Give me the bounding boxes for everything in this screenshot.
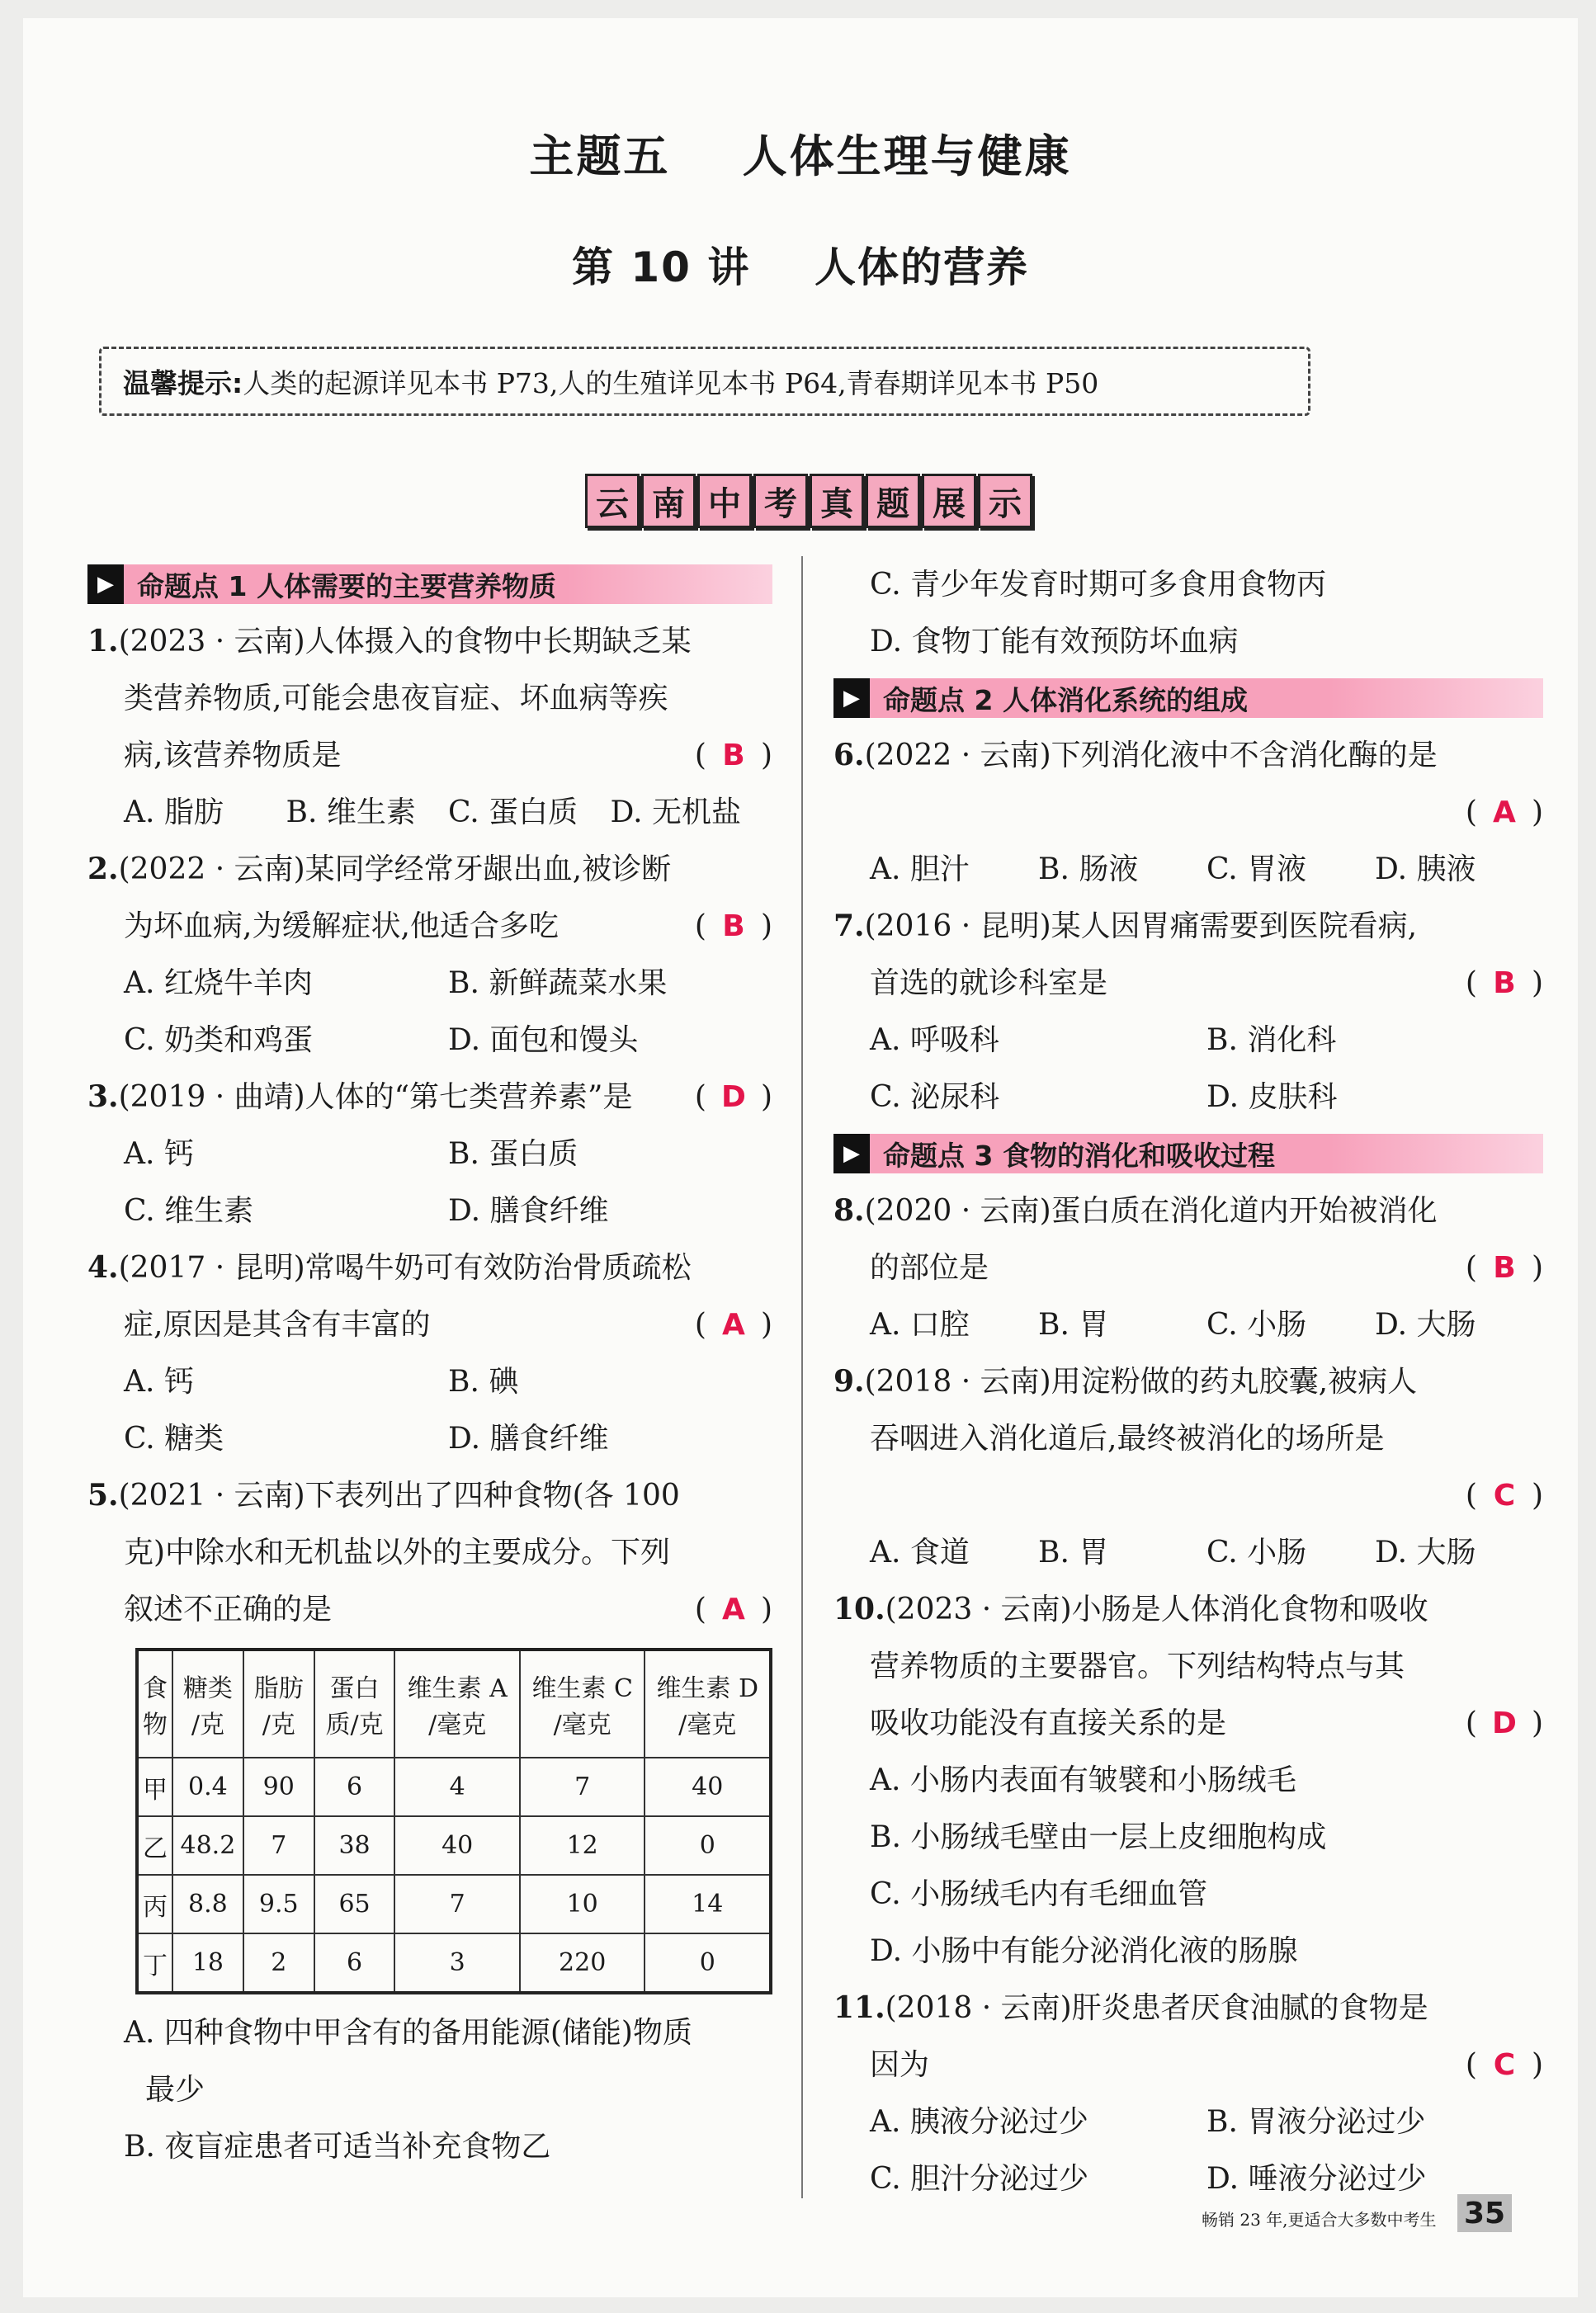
answer-bracket: ( B ) xyxy=(1466,955,1543,1012)
lesson-title: 第 10 讲 人体的营养 xyxy=(571,243,1030,291)
banner-char: 中 xyxy=(697,474,752,528)
banner-char: 南 xyxy=(641,474,696,528)
question-line: 1.(2023 · 云南)人体摄入的食物中长期缺乏某 xyxy=(87,624,692,658)
options-row: A. 胰液分泌过少 B. 胃液分泌过少 xyxy=(870,2105,1426,2139)
question-line: 吞咽进入消化道后,最终被消化的场所是 xyxy=(870,1422,1385,1456)
answer-value: C xyxy=(1493,1479,1516,1513)
table-header-cell: 脂肪 /克 xyxy=(243,1650,314,1758)
table-header-cell: 糖类 /克 xyxy=(172,1650,243,1758)
answer-value: B xyxy=(1493,1251,1516,1285)
option-line: C. 青少年发育时期可多食用食物丙 xyxy=(870,568,1327,602)
table-header-cell: 蛋白 质/克 xyxy=(314,1650,395,1758)
answer-value: D xyxy=(1492,1706,1517,1740)
option-line: D. 小肠中有能分泌消化液的肠腺 xyxy=(870,1934,1298,1968)
answer-bracket: ( D ) xyxy=(695,1069,772,1126)
answer-bracket: ( D ) xyxy=(1466,1695,1543,1752)
banner-char: 考 xyxy=(753,474,808,528)
table-header-cell: 维生素 A /毫克 xyxy=(394,1650,519,1758)
table-header-row xyxy=(137,1650,771,1758)
question-line: 为坏血病,为缓解症状,他适合多吃 ( B ) xyxy=(87,898,772,955)
tip-label: 温馨提示: xyxy=(123,366,243,399)
answer-value: B xyxy=(722,909,745,943)
section-header-2: ▶ 命题点 2 人体消化系统的组成 xyxy=(833,678,1543,718)
page xyxy=(23,18,1578,2297)
play-icon: ▶ xyxy=(87,564,124,604)
banner-char: 真 xyxy=(810,474,864,528)
answer-value: C xyxy=(1493,2048,1516,2082)
options-row: A. 脂肪 B. 维生素 C. 蛋白质 D. 无机盐 xyxy=(124,795,741,829)
table-row: 丙 8.8 9.5 65 7 10 14 xyxy=(137,1875,771,1933)
banner-char: 示 xyxy=(978,474,1032,528)
options-row: A. 呼吸科 B. 消化科 xyxy=(870,1023,1337,1057)
question-line: 6.(2022 · 云南)下列消化液中不含消化酶的是 xyxy=(833,738,1438,772)
banner-char: 展 xyxy=(922,474,976,528)
table-header-cell: 维生素 D /毫克 xyxy=(645,1650,771,1758)
options-row: C. 奶类和鸡蛋 D. 面包和馒头 xyxy=(124,1023,639,1057)
option-line: D. 食物丁能有效预防坏血病 xyxy=(870,625,1239,658)
section-header-1: ▶ 命题点 1 人体需要的主要营养物质 xyxy=(87,564,772,604)
options-row: A. 钙 B. 碘 xyxy=(124,1365,519,1399)
option-line: C. 小肠绒毛内有毛细血管 xyxy=(870,1877,1208,1911)
options-row: C. 泌尿科 D. 皮肤科 xyxy=(870,1080,1338,1114)
table-header-cell: 维生素 C /毫克 xyxy=(520,1650,645,1758)
question-line: 10.(2023 · 云南)小肠是人体消化食物和吸收 xyxy=(833,1592,1428,1626)
table-row: 甲 0.4 90 6 4 7 40 xyxy=(137,1758,771,1816)
question-line: 3.(2019 · 曲靖)人体的“第七类营养素”是 ( D ) xyxy=(87,1069,772,1126)
option-line: A. 小肠内表面有皱襞和小肠绒毛 xyxy=(870,1763,1296,1797)
option-line: A. 四种食物中甲含有的备用能源(储能)物质 xyxy=(124,2016,692,2050)
question-line: 的部位是 ( B ) xyxy=(833,1239,1543,1296)
question-line: 吸收功能没有直接关系的是 ( D ) xyxy=(833,1695,1543,1752)
question-line: 营养物质的主要器官。下列结构特点与其 xyxy=(870,1650,1405,1683)
table-header-cell: 食 物 xyxy=(137,1650,172,1758)
options-row: C. 糖类 D. 膳食纤维 xyxy=(124,1422,609,1456)
question-line: 因为 ( C ) xyxy=(833,2037,1543,2094)
column-divider xyxy=(801,556,803,2198)
right-column xyxy=(833,556,1543,2207)
answer-bracket: ( A ) xyxy=(695,1296,772,1353)
play-icon: ▶ xyxy=(833,678,870,718)
section-banner xyxy=(585,474,1032,530)
answer-value: D xyxy=(721,1080,746,1114)
question-line: 症,原因是其含有丰富的 ( A ) xyxy=(87,1296,772,1353)
answer-value: A xyxy=(1493,795,1516,829)
answer-bracket: ( A ) xyxy=(1466,784,1543,841)
question-line: 11.(2018 · 云南)肝炎患者厌食油腻的食物是 xyxy=(833,1990,1428,2025)
options-row: A. 胆汁 B. 肠液 C. 胃液 D. 胰液 xyxy=(870,852,1476,886)
question-line: 病,该营养物质是 ( B ) xyxy=(87,727,772,784)
option-line: B. 夜盲症患者可适当补充食物乙 xyxy=(124,2130,551,2164)
question-line: 2.(2022 · 云南)某同学经常牙龈出血,被诊断 xyxy=(87,852,672,886)
play-icon: ▶ xyxy=(833,1134,870,1173)
question-line: 9.(2018 · 云南)用淀粉做的药丸胶囊,被病人 xyxy=(833,1364,1418,1399)
options-row: C. 维生素 D. 膳食纤维 xyxy=(124,1194,609,1228)
answer-bracket: ( C ) xyxy=(1466,1467,1543,1524)
answer-bracket: ( B ) xyxy=(695,898,772,955)
answer-value: A xyxy=(722,1593,745,1626)
question-line: 克)中除水和无机盐以外的主要成分。下列 xyxy=(124,1536,671,1570)
options-row: A. 食道 B. 胃 C. 小肠 D. 大肠 xyxy=(870,1536,1476,1570)
question-line: 类营养物质,可能会患夜盲症、坏血病等疾 xyxy=(124,682,668,715)
food-table xyxy=(135,1648,772,1994)
banner-char: 云 xyxy=(585,474,640,528)
answer-bracket: ( C ) xyxy=(1466,2037,1543,2094)
question-line: 叙述不正确的是 ( A ) xyxy=(87,1581,772,1638)
answer-bracket: ( B ) xyxy=(695,727,772,784)
question-line: 5.(2021 · 云南)下表列出了四种食物(各 100 xyxy=(87,1478,680,1513)
answer-value: B xyxy=(722,739,745,772)
page-title: 主题五 人体生理与健康 xyxy=(529,130,1072,182)
option-line: B. 小肠绒毛壁由一层上皮细胞构成 xyxy=(870,1820,1327,1854)
footer-slogan: 畅销 23 年,更适合大多数中考生 xyxy=(1202,2210,1437,2230)
table-row: 乙 48.2 7 38 40 12 0 xyxy=(137,1816,771,1875)
tip-text: 人类的起源详见本书 P73,人的生殖详见本书 P64,青春期详见本书 P50 xyxy=(243,366,1099,399)
left-column xyxy=(87,556,772,2175)
tip-box xyxy=(99,347,1310,416)
answer-value: A xyxy=(722,1308,745,1342)
option-line: 最少 xyxy=(145,2073,205,2107)
question-line xyxy=(833,1467,1543,1524)
question-line: 8.(2020 · 云南)蛋白质在消化道内开始被消化 xyxy=(833,1193,1438,1228)
question-line: 首选的就诊科室是 ( B ) xyxy=(833,955,1543,1012)
options-row: C. 胆汁分泌过少 D. 唾液分泌过少 xyxy=(870,2162,1427,2196)
options-row: A. 口腔 B. 胃 C. 小肠 D. 大肠 xyxy=(870,1308,1476,1342)
answer-value: B xyxy=(1493,966,1516,1000)
section-header-3: ▶ 命题点 3 食物的消化和吸收过程 xyxy=(833,1134,1543,1173)
options-row: A. 钙 B. 蛋白质 xyxy=(124,1137,578,1171)
question-line: 4.(2017 · 昆明)常喝牛奶可有效防治骨质疏松 xyxy=(87,1250,692,1285)
question-line xyxy=(833,784,1543,841)
answer-bracket: ( B ) xyxy=(1466,1239,1543,1296)
page-number: 35 xyxy=(1457,2194,1512,2232)
table-row: 丁 18 2 6 3 220 0 xyxy=(137,1933,771,1993)
question-line: 7.(2016 · 昆明)某人因胃痛需要到医院看病, xyxy=(833,909,1418,943)
answer-bracket: ( A ) xyxy=(695,1581,772,1638)
options-row: A. 红烧牛羊肉 B. 新鲜蔬菜水果 xyxy=(124,966,668,1000)
banner-char: 题 xyxy=(866,474,920,528)
